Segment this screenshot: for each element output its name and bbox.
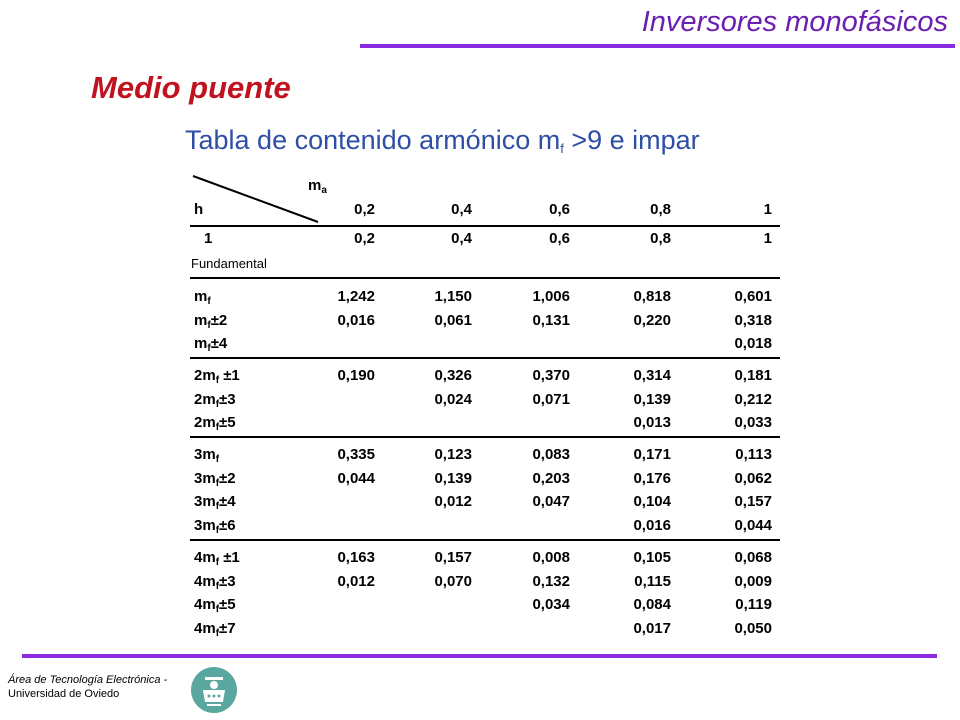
table-cell: 0,139 [633,391,671,408]
ma-axis-label: $m_a$ [308,177,327,196]
column-header: 1 [763,201,772,218]
footer-line-2: Universidad de Oviedo [8,688,120,700]
table-cell: 0,012 [337,573,375,590]
table-cell: 0,335 [337,446,375,463]
table-cell: 0,212 [734,391,772,408]
table-cell: 0,123 [434,446,472,463]
table-cell: 0,176 [633,470,671,487]
table-cell: 0,8 [650,230,671,247]
table-cell: 0,044 [734,517,772,534]
table-cell: 0,047 [532,493,570,510]
table-title-tail: >9 e impar [563,125,700,155]
table-cell: 0,318 [734,312,772,329]
table-cell: 0,044 [337,470,375,487]
row-label: $m_f\pm 2$ [194,312,228,331]
table-cell: 0,4 [451,230,472,247]
table-cell: 0,016 [633,517,671,534]
table-cell: 1,242 [337,288,375,305]
table-cell: 0,131 [532,312,570,329]
table-cell: 0,2 [354,230,375,247]
table-cell: 0,326 [434,367,472,384]
row-label: $4m_f \pm 1$ [194,549,240,568]
row-label: $4m_f\pm 3$ [194,573,236,592]
table-row-divider [190,436,780,438]
university-seal-icon [190,666,238,714]
row-label: $m_f\pm 4$ [194,335,228,354]
table-cell: 0,132 [532,573,570,590]
row-label: $2m_f \pm 1$ [194,367,240,386]
table-cell: 0,071 [532,391,570,408]
table-cell: 0,016 [337,312,375,329]
fundamental-label: Fundamental [191,256,267,271]
table-cell: 0,203 [532,470,570,487]
table-cell: 0,220 [633,312,671,329]
table-cell: 0,115 [634,573,671,590]
table-cell: 0,139 [434,470,472,487]
table-cell: 0,018 [734,335,772,352]
row-label: $4m_f\pm 7$ [194,620,236,639]
table-row-divider [190,225,780,227]
footer-divider [22,654,937,658]
table-cell: 0,157 [434,549,472,566]
column-header: 0,2 [354,201,375,218]
table-cell: 0,083 [532,446,570,463]
table-cell: 0,601 [734,288,772,305]
table-cell: 0,013 [633,414,671,431]
table-row-divider [190,357,780,359]
row-label: $2m_f\pm 3$ [194,391,236,410]
table-cell: 0,171 [633,446,671,463]
header-divider [360,44,955,48]
table-cell: 0,181 [734,367,772,384]
header-diagonal-line [190,170,780,230]
row-label: $m_f$ [194,288,211,307]
table-cell: 0,033 [734,414,772,431]
table-title-main: Tabla de contenido armónico m [185,125,561,155]
row-label: $3m_f\pm 6$ [194,517,236,536]
table-cell: 0,084 [633,596,671,613]
table-cell: 1,150 [434,288,472,305]
row-label: $4m_f\pm 5$ [194,596,236,615]
row-label: $3m_f\pm 4$ [194,493,236,512]
table-row-divider [190,277,780,279]
table-cell: 0,070 [434,573,472,590]
table-cell: 1 [763,230,772,247]
row-label: $3m_f\pm 2$ [194,470,236,489]
footer-line-1: Área de Tecnología Electrónica - [8,674,168,686]
table-cell: 0,034 [532,596,570,613]
table-cell: 0,008 [532,549,570,566]
harmonic-table [190,170,780,640]
column-header: 0,8 [650,201,671,218]
table-title [185,125,700,156]
row-label: 1 [204,230,213,247]
table-cell: 0,068 [734,549,772,566]
table-cell: 0,024 [434,391,472,408]
table-cell: 0,061 [434,312,472,329]
row-label: $3m_f$ [194,446,220,465]
table-cell: 0,009 [734,573,772,590]
table-cell: 0,190 [337,367,375,384]
table-cell: 0,017 [633,620,671,637]
table-cell: 0,818 [633,288,671,305]
column-header: 0,4 [451,201,472,218]
table-cell: 0,113 [735,446,772,463]
section-title: Medio puente [91,70,291,105]
table-cell: 0,6 [549,230,570,247]
table-cell: 0,163 [337,549,375,566]
h-axis-label: h [194,201,204,218]
column-header: 0,6 [549,201,570,218]
table-cell: 0,104 [633,493,671,510]
table-title-subscript: f [560,141,564,156]
table-cell: 0,314 [633,367,671,384]
footer-credit [8,673,167,701]
table-cell: 0,370 [532,367,570,384]
table-cell: 0,050 [734,620,772,637]
table-cell: 0,105 [633,549,671,566]
slide-header-title: Inversores monofásicos [641,6,948,38]
table-cell: 0,157 [734,493,772,510]
table-cell: 0,062 [734,470,772,487]
row-label: $2m_f\pm 5$ [194,414,236,433]
table-cell: 0,012 [434,493,472,510]
table-cell: 1,006 [532,288,570,305]
table-cell: 0,119 [735,596,772,613]
table-row-divider [190,539,780,541]
